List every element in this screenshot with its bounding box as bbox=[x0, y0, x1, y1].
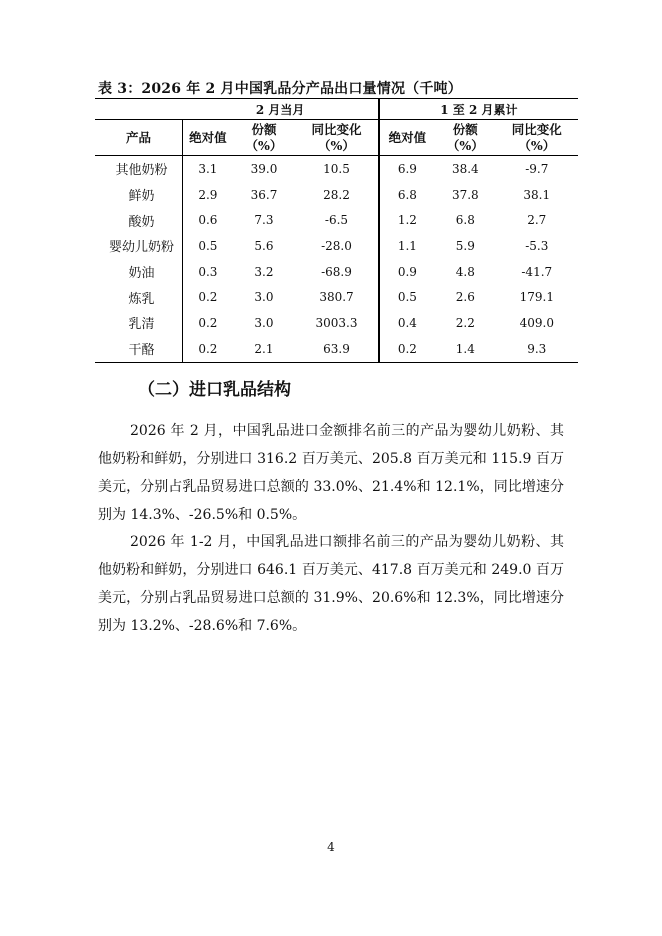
table-row bbox=[95, 284, 578, 310]
cell-monthly-yoy: 10.5 bbox=[323, 161, 350, 176]
table-row bbox=[95, 156, 578, 182]
col-header-yoy-line2: （%） bbox=[518, 137, 556, 153]
cell-cumulative-yoy: 179.1 bbox=[519, 290, 554, 305]
cell-cumulative-abs: 0.4 bbox=[379, 310, 435, 336]
cell-monthly-abs: 0.3 bbox=[183, 259, 233, 285]
cell-monthly-yoy: 28.2 bbox=[323, 187, 350, 202]
cell-monthly-yoy: 3003.3 bbox=[315, 315, 358, 330]
cell-cumulative-abs: 0.9 bbox=[379, 259, 435, 285]
col-header-share-line1: 份额 bbox=[251, 121, 277, 137]
paragraph-monthly-import: 2026 年 2 月，中国乳品进口金额排名前三的产品为婴幼儿奶粉、其他奶粉和鲜奶，分别进口 316.2 百万美元、205.8 百万美元和 115.9 百万美元，分别占乳品贸易进口总额的 33.0%、21.4%和 12.1%，同比增速分别为 14.3%、-26.5%和 0.5%。 bbox=[98, 423, 564, 523]
cell-product-name: 炼乳 bbox=[128, 291, 155, 307]
cell-cumulative-share: 6.8 bbox=[455, 213, 475, 228]
cell-monthly-share: 36.7 bbox=[250, 187, 278, 202]
col-header-product: 产品 bbox=[95, 120, 183, 156]
cell-product-name: 鲜奶 bbox=[128, 189, 155, 205]
cell-monthly-abs: 2.9 bbox=[183, 182, 233, 208]
col-header-yoy-line2: （%） bbox=[318, 137, 355, 153]
cell-monthly-share: 2.1 bbox=[233, 336, 296, 362]
table-row bbox=[95, 182, 578, 208]
cell-cumulative-abs: 0.5 bbox=[379, 284, 435, 310]
cell-cumulative-yoy: -5.3 bbox=[525, 238, 549, 253]
table-column-header-row bbox=[95, 120, 578, 156]
col-header-cumulative-share bbox=[435, 120, 496, 156]
cell-monthly-abs: 3.1 bbox=[183, 156, 233, 182]
table-row bbox=[95, 259, 578, 285]
cell-monthly-abs: 0.6 bbox=[183, 207, 233, 233]
cell-product-name: 乳清 bbox=[128, 317, 155, 333]
cell-cumulative-share: 4.8 bbox=[455, 264, 475, 279]
cell-monthly-abs: 0.2 bbox=[183, 284, 233, 310]
col-header-share-line2: （%） bbox=[245, 137, 283, 153]
cell-monthly-yoy: -28.0 bbox=[321, 238, 352, 253]
cell-product-name: 干酪 bbox=[95, 336, 183, 362]
cell-cumulative-share: 2.6 bbox=[455, 290, 475, 305]
cell-cumulative-yoy: 409.0 bbox=[519, 315, 554, 330]
cell-cumulative-yoy: 38.1 bbox=[523, 187, 551, 202]
table-group-header-row bbox=[95, 99, 578, 120]
col-header-monthly-share bbox=[233, 120, 296, 156]
cell-cumulative-abs: 6.8 bbox=[379, 182, 435, 208]
page-number: 4 bbox=[327, 840, 335, 854]
cell-cumulative-share: 2.2 bbox=[455, 315, 475, 330]
cell-monthly-yoy: 63.9 bbox=[295, 336, 378, 362]
cell-product-name: 婴幼儿奶粉 bbox=[109, 240, 175, 256]
col-header-share-line2: （%） bbox=[446, 137, 484, 153]
col-header-yoy-line1: 同比变化 bbox=[511, 121, 562, 137]
cell-cumulative-share: 37.8 bbox=[451, 187, 479, 202]
col-header-share-line1: 份额 bbox=[452, 121, 478, 137]
cell-monthly-abs: 0.2 bbox=[183, 310, 233, 336]
export-volume-table bbox=[95, 98, 578, 363]
section-title: （二）进口乳品结构 bbox=[138, 380, 291, 400]
cell-product-name: 其他奶粉 bbox=[115, 163, 168, 179]
cell-monthly-share: 39.0 bbox=[250, 161, 278, 176]
table-caption: 表 3：2026 年 2 月中国乳品分产品出口量情况（千吨） bbox=[98, 81, 462, 97]
group-header-monthly: 2 月当月 bbox=[183, 99, 379, 120]
cell-cumulative-abs: 1.2 bbox=[379, 207, 435, 233]
cell-monthly-abs: 0.5 bbox=[183, 233, 233, 259]
cell-monthly-share: 5.6 bbox=[254, 238, 274, 253]
cell-monthly-share: 3.0 bbox=[254, 315, 274, 330]
col-header-monthly-abs: 绝对值 bbox=[183, 120, 233, 156]
cell-monthly-yoy: -6.5 bbox=[324, 213, 349, 228]
paragraph-cumulative-import: 2026 年 1-2 月，中国乳品进口额排名前三的产品为婴幼儿奶粉、其他奶粉和鲜奶，分别进口 646.1 百万美元、417.8 百万美元和 249.0 百万美元，分别占乳品贸易进口总额的 31.9%、20.6%和 12.3%，同比增速分别为 13.2%、-28.6%和 7.6%。 bbox=[98, 534, 564, 634]
cell-cumulative-yoy: -9.7 bbox=[525, 161, 549, 176]
cell-cumulative-yoy: -41.7 bbox=[521, 264, 553, 279]
cell-cumulative-share: 5.9 bbox=[455, 238, 475, 253]
table-row bbox=[95, 207, 578, 233]
cell-monthly-share: 3.2 bbox=[254, 264, 274, 279]
col-header-cumulative-yoy bbox=[496, 120, 578, 156]
cell-monthly-yoy: -68.9 bbox=[321, 264, 352, 279]
group-header-blank bbox=[95, 99, 183, 120]
group-header-cumulative: 1 至 2 月累计 bbox=[379, 99, 578, 120]
cell-cumulative-abs: 6.9 bbox=[379, 156, 435, 182]
cell-cumulative-abs: 1.1 bbox=[379, 233, 435, 259]
cell-monthly-share: 3.0 bbox=[254, 290, 274, 305]
cell-cumulative-yoy: 2.7 bbox=[527, 213, 547, 228]
cell-product-name: 奶油 bbox=[128, 266, 155, 282]
table-row bbox=[95, 310, 578, 336]
cell-product-name: 酸奶 bbox=[128, 214, 155, 230]
col-header-monthly-yoy bbox=[295, 120, 378, 156]
cell-cumulative-yoy: 9.3 bbox=[496, 336, 578, 362]
cell-monthly-abs: 0.2 bbox=[183, 336, 233, 362]
col-header-yoy-line1: 同比变化 bbox=[311, 121, 362, 137]
cell-cumulative-abs: 0.2 bbox=[379, 336, 435, 362]
table-row bbox=[95, 336, 578, 362]
col-header-cumulative-abs: 绝对值 bbox=[379, 120, 435, 156]
cell-cumulative-share: 1.4 bbox=[435, 336, 496, 362]
cell-monthly-yoy: 380.7 bbox=[319, 290, 354, 305]
cell-cumulative-share: 38.4 bbox=[451, 161, 479, 176]
cell-monthly-share: 7.3 bbox=[254, 213, 274, 228]
table-row bbox=[95, 233, 578, 259]
